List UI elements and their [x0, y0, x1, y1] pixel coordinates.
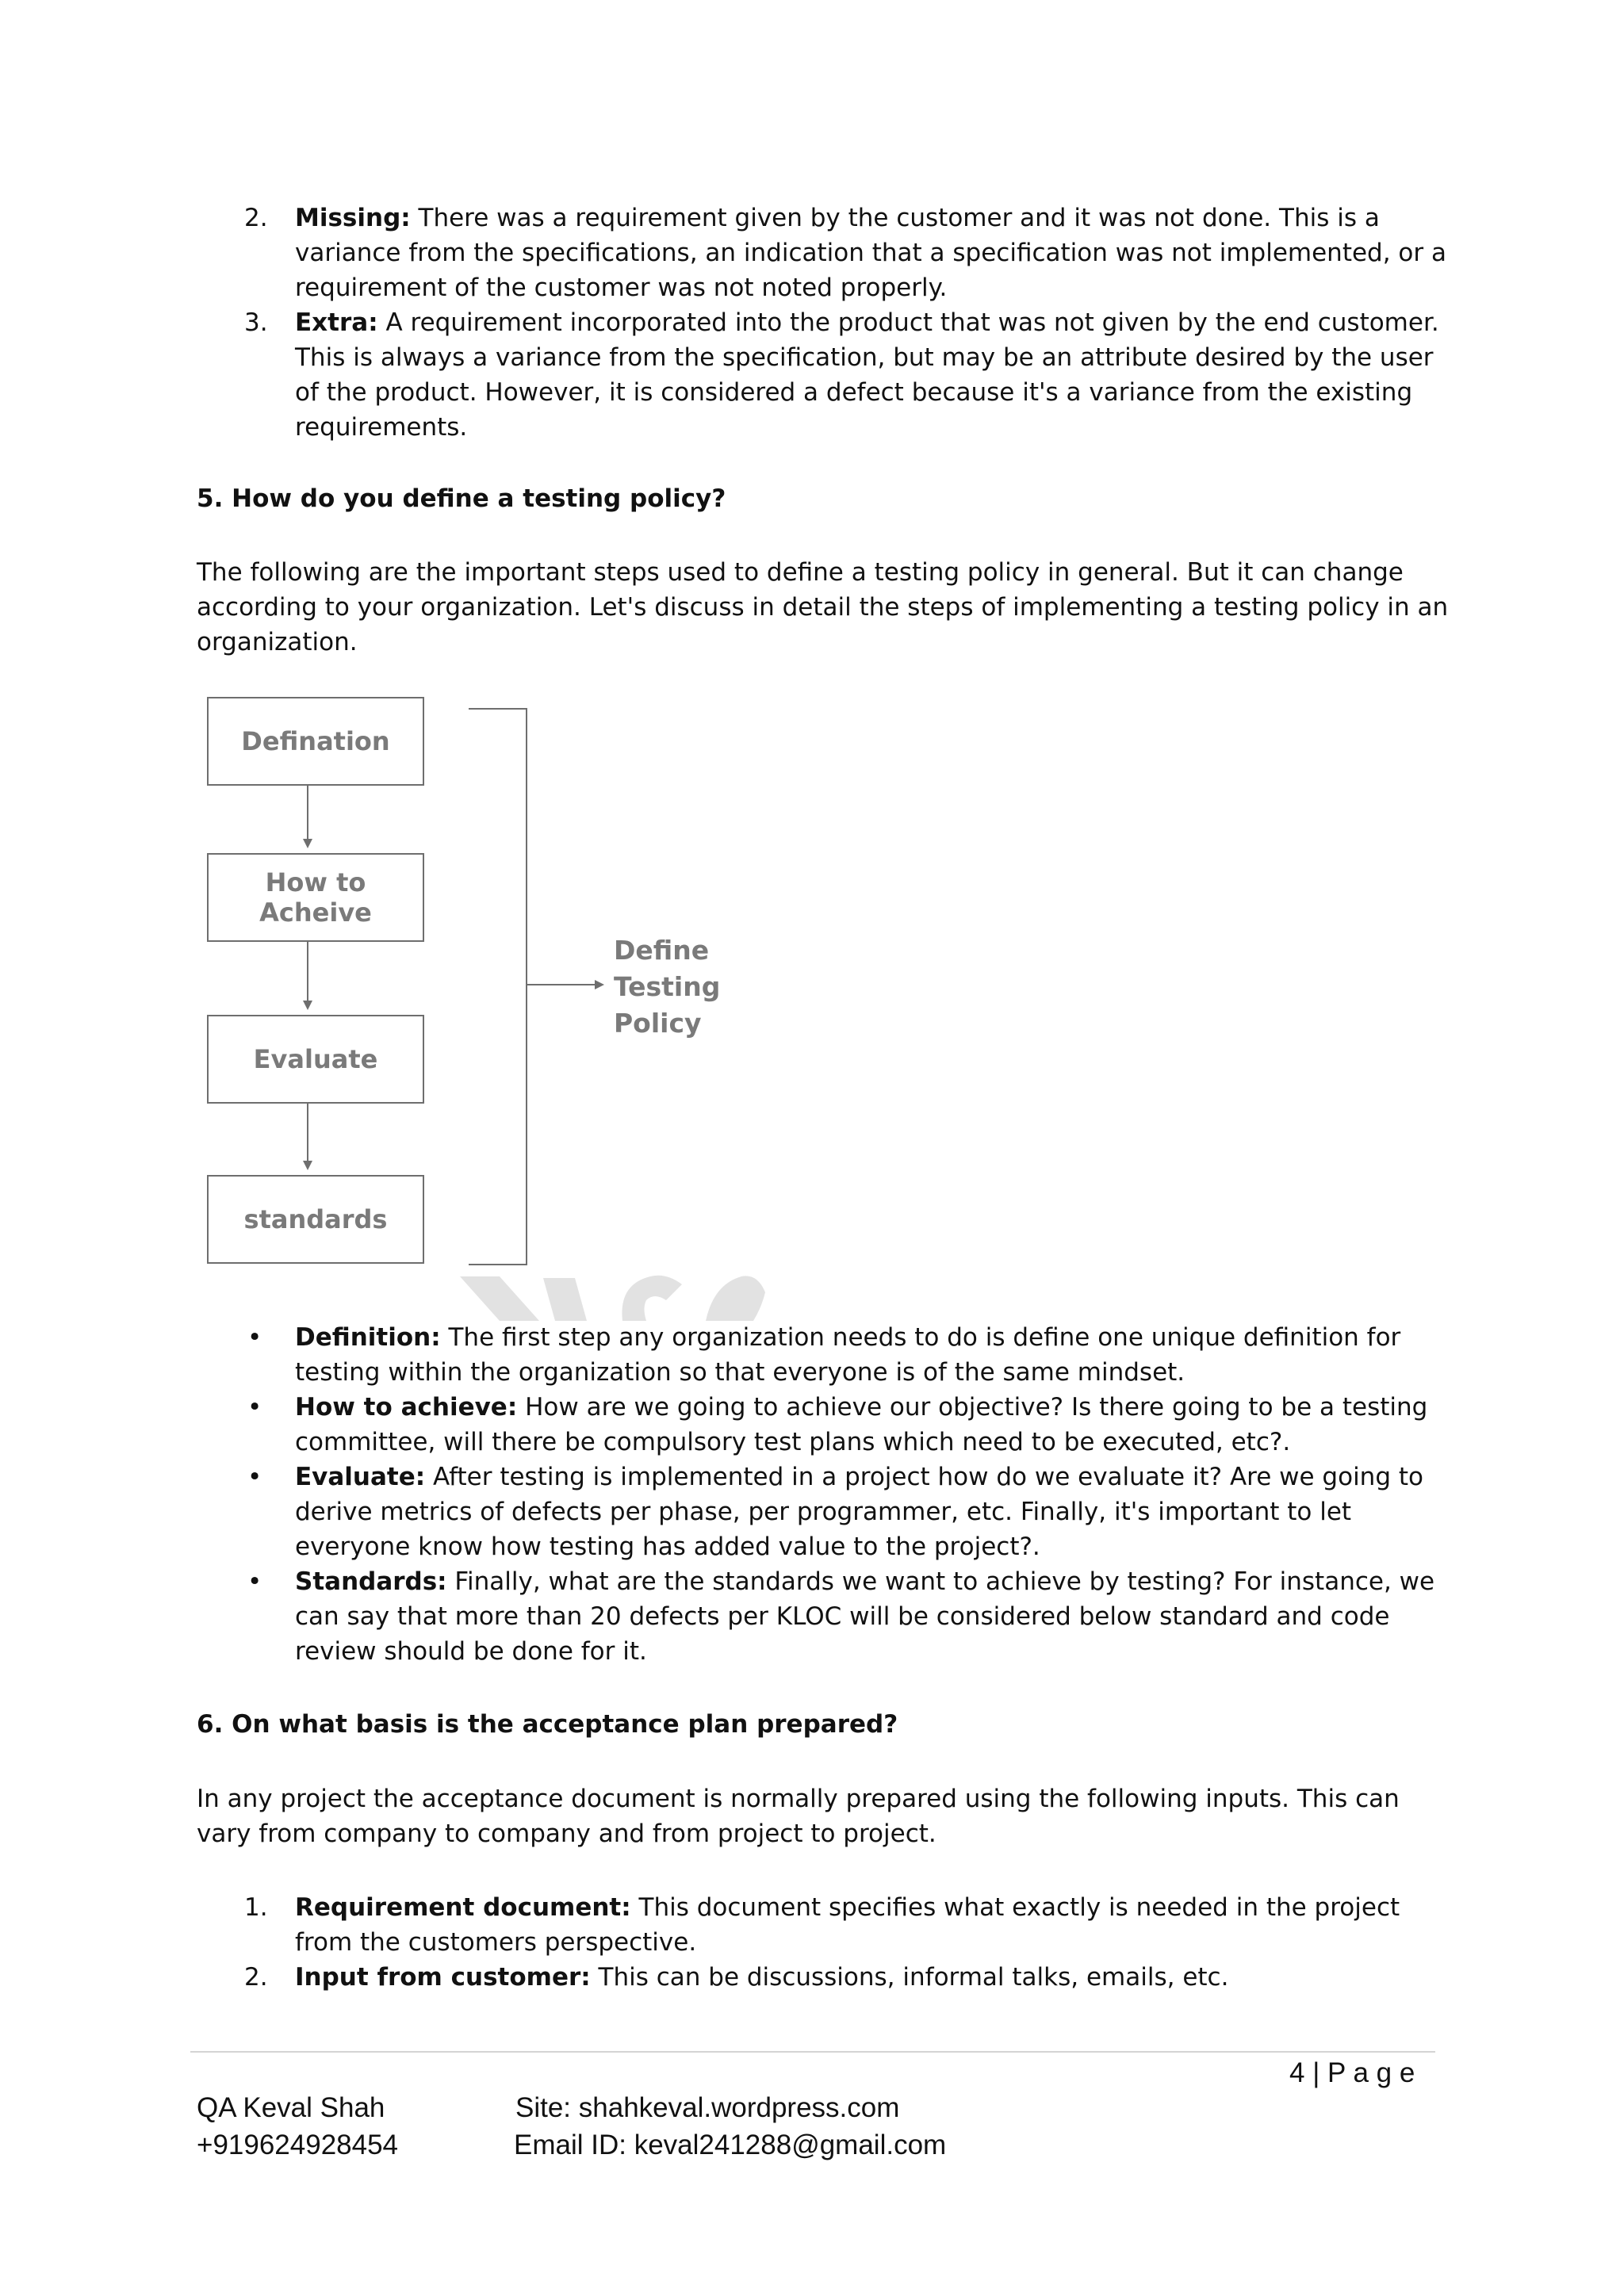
term-definition: Definition:: [295, 1323, 441, 1352]
section-6-intro: In any project the acceptance document is normally prepared using the following inputs. This can vary from company to company and from project to project.: [197, 1785, 1400, 1848]
list-number: 2.: [244, 204, 268, 232]
list-number: 2.: [244, 1963, 268, 1992]
footer-author: QA Keval Shah: [197, 2092, 385, 2123]
bullet-text: Finally, what are the standards we want to achieve by testing? For instance, we can say that more than 20 defects per KLOC will be considered below standard and code review should be done for it.: [295, 1567, 1435, 1666]
step-defination-box: Defination: [207, 697, 424, 786]
page-number: 4 | P a g e: [1289, 2057, 1415, 2088]
bullet-text: How are we going to achieve our objective? Is there going to be a testing committee, will there be compulsory test plans which need to be executed, etc?.: [295, 1393, 1428, 1456]
bullet-standards: [244, 1564, 1450, 1669]
bullet-text: The first step any organization needs to do is define one unique definition for testing within the organization so that everyone is of the same mindset.: [295, 1323, 1401, 1387]
definition-text: There was a requirement given by the customer and it was not done. This is a variance from the specifications, an indication that a specification was not implemented, or a requirement of the customer was not noted properly.: [295, 204, 1446, 302]
bullet-definition: [244, 1320, 1450, 1390]
step-evaluate-box: Evaluate: [207, 1015, 424, 1104]
bullet-how-to-achieve: [244, 1390, 1450, 1460]
definition-text: A requirement incorporated into the product that was not given by the end customer. This is always a variance from the specification, but may be an attribute desired by the user of the product. However, it is considered a defect because it's a variance from the existing requirements.: [295, 308, 1439, 442]
term-requirement-document: Requirement document:: [295, 1893, 631, 1922]
define-testing-policy-label: Define Testing Policy: [614, 935, 721, 1039]
term-input-from-customer: Input from customer:: [295, 1963, 591, 1992]
step-standards-box: standards: [207, 1175, 424, 1264]
bullet-marker: •: [247, 1463, 262, 1491]
footer-phone: +919624928454: [197, 2130, 399, 2160]
watermark-fragment: [452, 1269, 785, 1322]
term-missing: Missing:: [295, 204, 411, 232]
footer-divider: [190, 2051, 1435, 2053]
list-item-requirement-document: [244, 1890, 1450, 1960]
list-number: 1.: [244, 1893, 268, 1922]
bullet-evaluate: [244, 1460, 1450, 1564]
section-5-heading: 5. How do you define a testing policy?: [197, 484, 726, 513]
section-5-intro: The following are the important steps used to define a testing policy in general. But it can change according to your organization. Let's discuss in detail the steps of implementing a testing policy in an organization.: [197, 558, 1449, 656]
term-extra: Extra:: [295, 308, 378, 337]
term-evaluate: Evaluate:: [295, 1463, 426, 1491]
bullet-text: After testing is implemented in a project how do we evaluate it? Are we going to derive metrics of defects per phase, per programmer, etc. Finally, it's important to let everyone know how testing has added value to the project?.: [295, 1463, 1423, 1561]
bracket: [469, 709, 527, 1265]
footer-email: Email ID: keval241288@gmail.com: [514, 2130, 947, 2160]
bullet-marker: •: [247, 1393, 262, 1422]
term-standards: Standards:: [295, 1567, 447, 1596]
section-6-heading: 6. On what basis is the acceptance plan prepared?: [197, 1710, 898, 1739]
item-text: This document specifies what exactly is needed in the project from the customers perspective.: [295, 1893, 1400, 1957]
footer-site: Site: shahkeval.wordpress.com: [515, 2092, 900, 2123]
list-item-input-from-customer: [244, 1960, 1450, 1995]
bullet-marker: •: [247, 1567, 262, 1596]
bullet-marker: •: [247, 1323, 262, 1352]
item-text: This can be discussions, informal talks, emails, etc.: [590, 1963, 1229, 1992]
step-how-to-acheive-box: How to Acheive: [207, 853, 424, 942]
term-how-to-achieve: How to achieve:: [295, 1393, 518, 1422]
list-number: 3.: [244, 308, 268, 337]
